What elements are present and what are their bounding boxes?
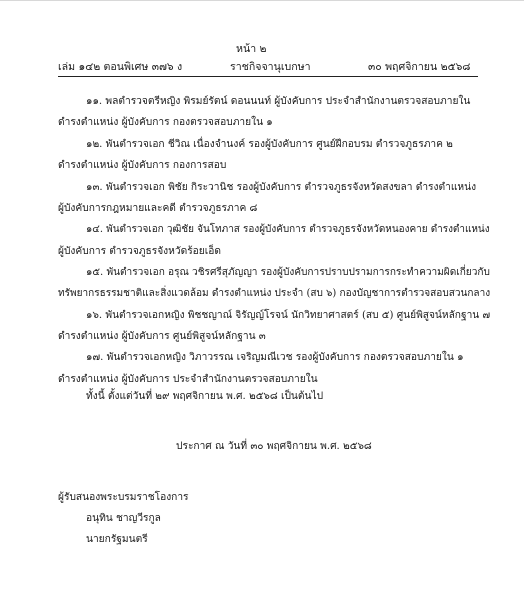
body-line: ๑๓. พันตำรวจเอก พิชัย กิระวานิช รองผู้บังคับการ ตำรวจภูธรจังหวัดสงขลา ดำรงตำแหน่ง: [86, 182, 477, 193]
header-date: ๓๐ พฤศจิกายน ๒๕๖๘: [368, 61, 471, 73]
body-line: ดำรงตำแหน่ง ผู้บังคับการ กองการสอบ: [58, 160, 227, 171]
body-line: ดำรงตำแหน่ง ผู้บังคับการ กองตรวจสอบภายใน ๑: [58, 117, 273, 128]
body-line: ๑๒. พันตำรวจเอก ชีวิณ เนื่องจำนงค์ รองผู้บังคับการ ศูนย์ฝึกอบรม ตำรวจภูธรภาค ๒: [86, 139, 453, 150]
body-line: ผู้บังคับการ ตำรวจภูธรจังหวัดร้อยเอ็ด: [58, 246, 221, 257]
countersign-label: ผู้รับสนองพระบรมราชโองการ: [58, 492, 189, 503]
body-line: ดำรงตำแหน่ง ผู้บังคับการ ศูนย์พิสูจน์หลักฐาน ๓: [58, 331, 266, 342]
announcement-date: ประกาศ ณ วันที่ ๓๐ พฤศจิกายน พ.ศ. ๒๕๖๘: [176, 441, 372, 452]
body-line: ๑๔. พันตำรวจเอก วุฒิชัย จันโทภาส รองผู้บังคับการ ตำรวจภูธรจังหวัดหนองคาย ดำรงตำแหน่ง: [86, 224, 490, 235]
effective-date: ทั้งนี้ ตั้งแต่วันที่ ๒๙ พฤศจิกายน พ.ศ. ๒๕๖๘ เป็นต้นไป: [86, 391, 324, 402]
page-number: หน้า ๒: [236, 43, 267, 55]
header-rule: [58, 76, 478, 77]
signatory-title: นายกรัฐมนตรี: [86, 534, 148, 545]
body-line: ๑๕. พันตำรวจเอก อรุณ วชิรศรีสุภัญญา รองผู้บังคับการปราบปรามการกระทำความผิดเกี่ยวกับ: [86, 267, 490, 278]
publication-name: ราชกิจจานุเบกษา: [230, 61, 311, 73]
body-line: ๑๖. พันตำรวจเอกหญิง พิชชญาณ์ จิรัญญ์โรจน์ นักวิทยาศาสตร์ (สบ ๕) ศูนย์พิสูจน์หลักฐาน ๗: [86, 310, 491, 321]
body-line: ผู้บังคับการกฎหมายและคดี ตำรวจภูธรภาค ๘: [58, 203, 258, 214]
body-line: ทรัพยากรธรรมชาติและสิ่งแวดล้อม ดำรงตำแหน่ง ประจำ (สบ ๖) กองบัญชาการตำรวจสอบสวนกลาง: [58, 288, 491, 299]
body-line: ดำรงตำแหน่ง ผู้บังคับการ ประจำสำนักงานตรวจสอบภายใน: [58, 374, 318, 385]
volume-issue: เล่ม ๑๔๒ ตอนพิเศษ ๓๗๖ ง: [58, 61, 183, 73]
body-line: ๑๑. พลตำรวจตรีหญิง พิรมย์รัตน์ ดอนนนท์ ผู้บังคับการ ประจำสำนักงานตรวจสอบภายใน: [86, 96, 471, 107]
signatory-name: อนุทิน ชาญวีรกูล: [86, 513, 161, 524]
body-line: ๑๗. พันตำรวจเอกหญิง วิภาวรรณ เจริญมณีเวช รองผู้บังคับการ กองตรวจสอบภายใน ๑: [86, 352, 464, 363]
